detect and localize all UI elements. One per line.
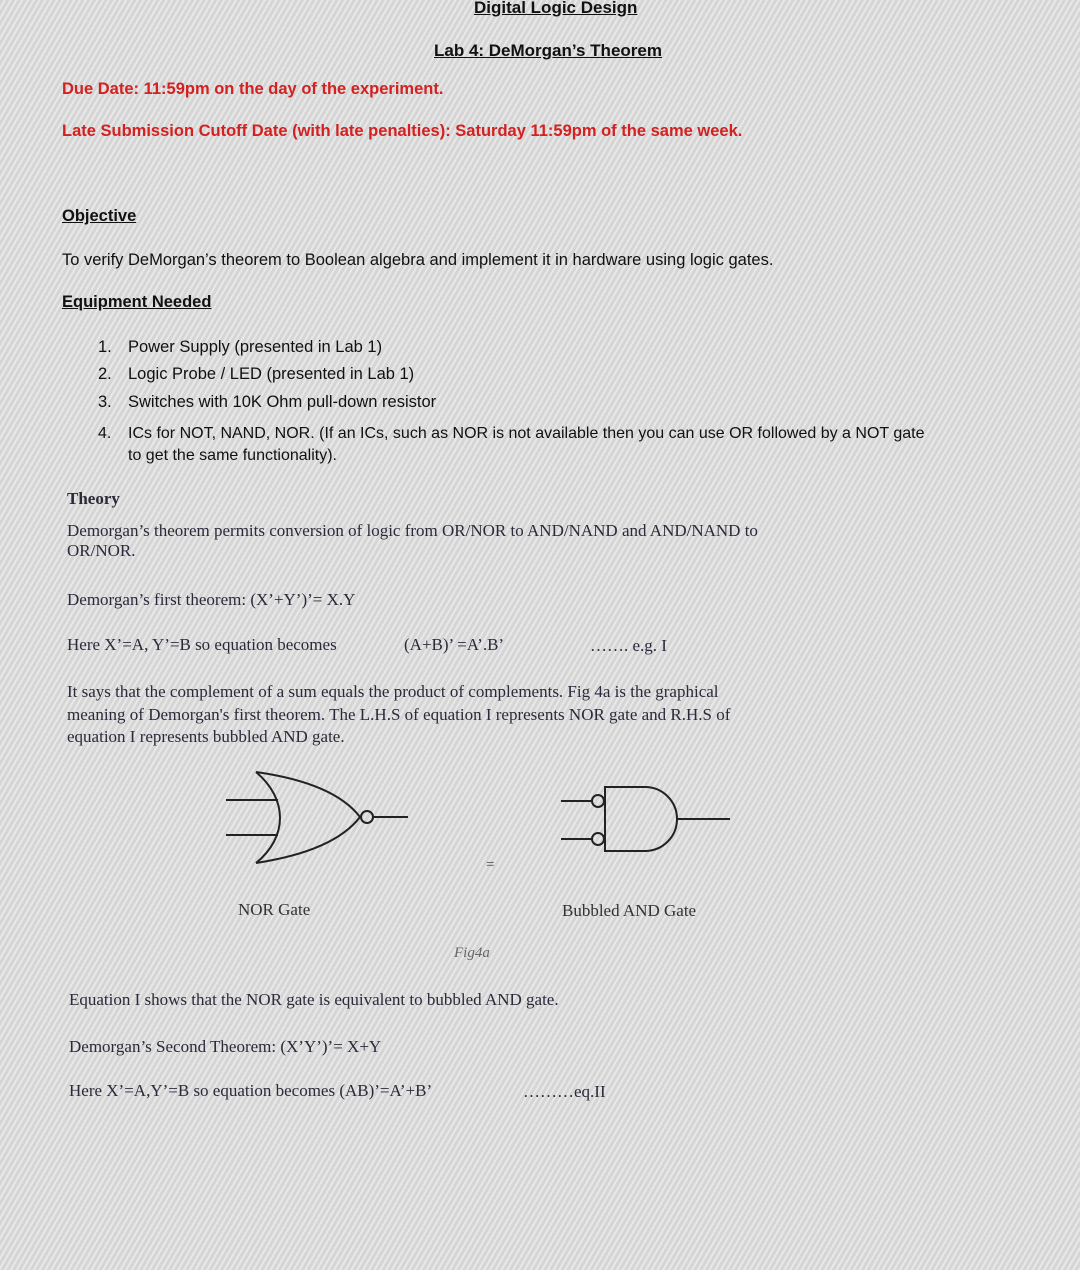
substitution-line-2: Here X’=A,Y’=B so equation becomes (AB)’=A’+B’ bbox=[69, 1081, 433, 1100]
bubbled-and-gate-diagram bbox=[555, 767, 755, 867]
explanation-line-3: equation I represents bubbled AND gate. bbox=[67, 727, 345, 746]
equation-1-tag: ……. e.g. I bbox=[590, 636, 667, 655]
theory-intro-line-2: OR/NOR. bbox=[67, 541, 136, 560]
and-gate-input-bubble-b bbox=[592, 833, 604, 845]
equals-sign: = bbox=[486, 857, 495, 873]
equipment-item bbox=[98, 393, 436, 412]
lab-title: Lab 4: DeMorgan’s Theorem bbox=[434, 41, 662, 60]
equivalence-statement: Equation I shows that the NOR gate is equivalent to bubbled AND gate. bbox=[69, 990, 559, 1009]
second-theorem: Demorgan’s Second Theorem: (X’Y’)’= X+Y bbox=[69, 1037, 382, 1056]
item-number: 2. bbox=[98, 365, 112, 383]
bubbled-and-gate-label: Bubbled AND Gate bbox=[562, 901, 697, 920]
objective-heading: Objective bbox=[62, 207, 137, 225]
nor-gate-body bbox=[256, 772, 360, 863]
theory-intro-line-1: Demorgan’s theorem permits conversion of logic from OR/NOR to AND/NAND and AND/NAND to bbox=[67, 521, 758, 540]
equipment-item bbox=[98, 338, 382, 357]
nor-gate-label: NOR Gate bbox=[238, 900, 311, 919]
item-text-continued: to get the same functionality). bbox=[128, 447, 337, 464]
item-number: 3. bbox=[98, 393, 112, 411]
substitution-line-1: Here X’=A, Y’=B so equation becomes bbox=[67, 635, 337, 654]
objective-text: To verify DeMorgan’s theorem to Boolean algebra and implement it in hardware using logic gates. bbox=[62, 251, 774, 269]
nor-gate-back-curve bbox=[256, 772, 280, 863]
first-theorem: Demorgan’s first theorem: (X’+Y’)’= X.Y bbox=[67, 590, 356, 609]
theory-heading: Theory bbox=[67, 489, 120, 508]
and-gate-body bbox=[605, 787, 677, 851]
nor-gate-output-bubble bbox=[361, 811, 373, 823]
cutoff-date: Late Submission Cutoff Date (with late penalties): Saturday 11:59pm of the same week. bbox=[62, 122, 743, 140]
equipment-item bbox=[98, 425, 924, 443]
due-date: Due Date: 11:59pm on the day of the experiment. bbox=[62, 80, 444, 98]
equation-2-tag: ………eq.II bbox=[523, 1082, 606, 1101]
item-number: 4. bbox=[98, 425, 112, 442]
item-text: Logic Probe / LED (presented in Lab 1) bbox=[128, 365, 415, 383]
item-text: Switches with 10K Ohm pull-down resistor bbox=[128, 393, 437, 411]
item-text: ICs for NOT, NAND, NOR. (If an ICs, such as NOR is not available then you can use OR followed by a NOT gate bbox=[128, 425, 925, 442]
and-gate-input-bubble-a bbox=[592, 795, 604, 807]
nor-gate-diagram bbox=[220, 767, 460, 867]
equipment-item bbox=[98, 365, 414, 384]
explanation-line-1: It says that the complement of a sum equals the product of complements. Fig 4a is the graphical bbox=[67, 682, 719, 701]
explanation-line-2: meaning of Demorgan's first theorem. The L.H.S of equation I represents NOR gate and R.H.S of bbox=[67, 705, 731, 724]
item-text: Power Supply (presented in Lab 1) bbox=[128, 338, 383, 356]
equation-1: (A+B)’ =A’.B’ bbox=[404, 635, 505, 654]
figure-caption: Fig4a bbox=[454, 945, 490, 961]
equipment-heading: Equipment Needed bbox=[62, 293, 212, 311]
course-title: Digital Logic Design bbox=[474, 0, 638, 17]
item-number: 1. bbox=[98, 338, 112, 356]
